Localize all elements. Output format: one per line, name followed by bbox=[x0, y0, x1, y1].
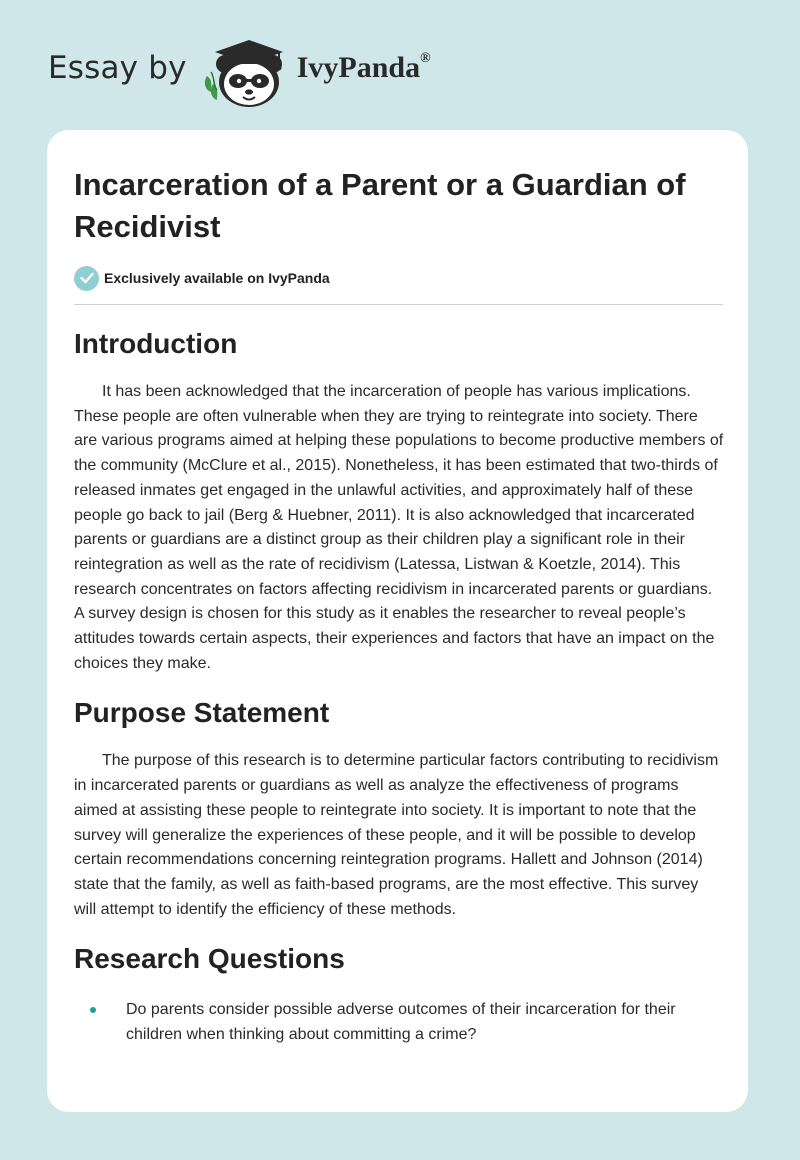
trademark-symbol: ® bbox=[420, 51, 431, 66]
section-heading-introduction: Introduction bbox=[74, 328, 238, 359]
essay-card bbox=[47, 130, 748, 1112]
purpose-paragraph: The purpose of this research is to determine particular factors contributing to recidivism in incarcerated parents or guardians as well as analyze the effectiveness of programs aimed at assisting these people to reintegrate into society. It is important to note that the survey will generalize the experiences of these people, and it will be possible to develop certain recommendations concerning reintegration programs. Hallett and Johnson (2014) state that the family, as well as faith-based programs, are the most effective. This survey will attempt to identify the efficiency of these methods. bbox=[74, 752, 719, 918]
section-heading-purpose-statement: Purpose Statement bbox=[74, 697, 330, 729]
title-divider bbox=[74, 304, 723, 305]
ivy-leaf-icon bbox=[205, 72, 217, 100]
brand-name-text: IvyPanda bbox=[296, 51, 421, 84]
exclusive-badge bbox=[74, 264, 721, 292]
essay-by-label: Essay by bbox=[48, 50, 187, 86]
checkmark-icon bbox=[74, 266, 99, 291]
brand-name[interactable] bbox=[297, 51, 431, 85]
section-introduction bbox=[74, 327, 724, 676]
list-item bbox=[74, 998, 726, 1047]
section-purpose-statement bbox=[74, 696, 721, 922]
introduction-paragraph: It has been acknowledged that the incarceration of people has various implications. These people are often vulnerable when they are trying to reintegrate into society. There are various programs aimed at helping these populations to become productive members of the community (McClure et al., 2015). Nonetheless, it has been estimated that two-thirds of released inmates get engaged in the unlawful activities, and approximately half of these people go back to jail (Berg & Huebner, 2011). It is also acknowledged that incarcerated parents or guardians are a distinct group as their children play a significant role in their reintegration as well as the rate of recidivism (Latessa, Listwan & Koetzle, 2014). This research concentrates on factors affecting recidivism in incarcerated parents or guardians. A survey design is chosen for this study as it enables the researcher to reveal people’s attitudes towards certain aspects, their experiences and factors that have an impact on the choices they make. bbox=[74, 383, 724, 672]
site-header bbox=[48, 34, 431, 110]
bullet-icon bbox=[90, 1007, 96, 1013]
section-heading-research-questions: Research Questions bbox=[74, 943, 345, 975]
exclusive-label: Exclusively available on IvyPanda bbox=[104, 270, 330, 286]
research-questions-list bbox=[74, 998, 721, 1047]
ivypanda-logo-icon[interactable] bbox=[201, 34, 293, 110]
section-research-questions bbox=[74, 942, 721, 1047]
essay-title: Incarceration of a Parent or a Guardian of Recidivist bbox=[74, 167, 686, 244]
question-text: Do parents consider possible adverse outcomes of their incarceration for their children when thinking about committing a crime? bbox=[126, 1001, 676, 1044]
